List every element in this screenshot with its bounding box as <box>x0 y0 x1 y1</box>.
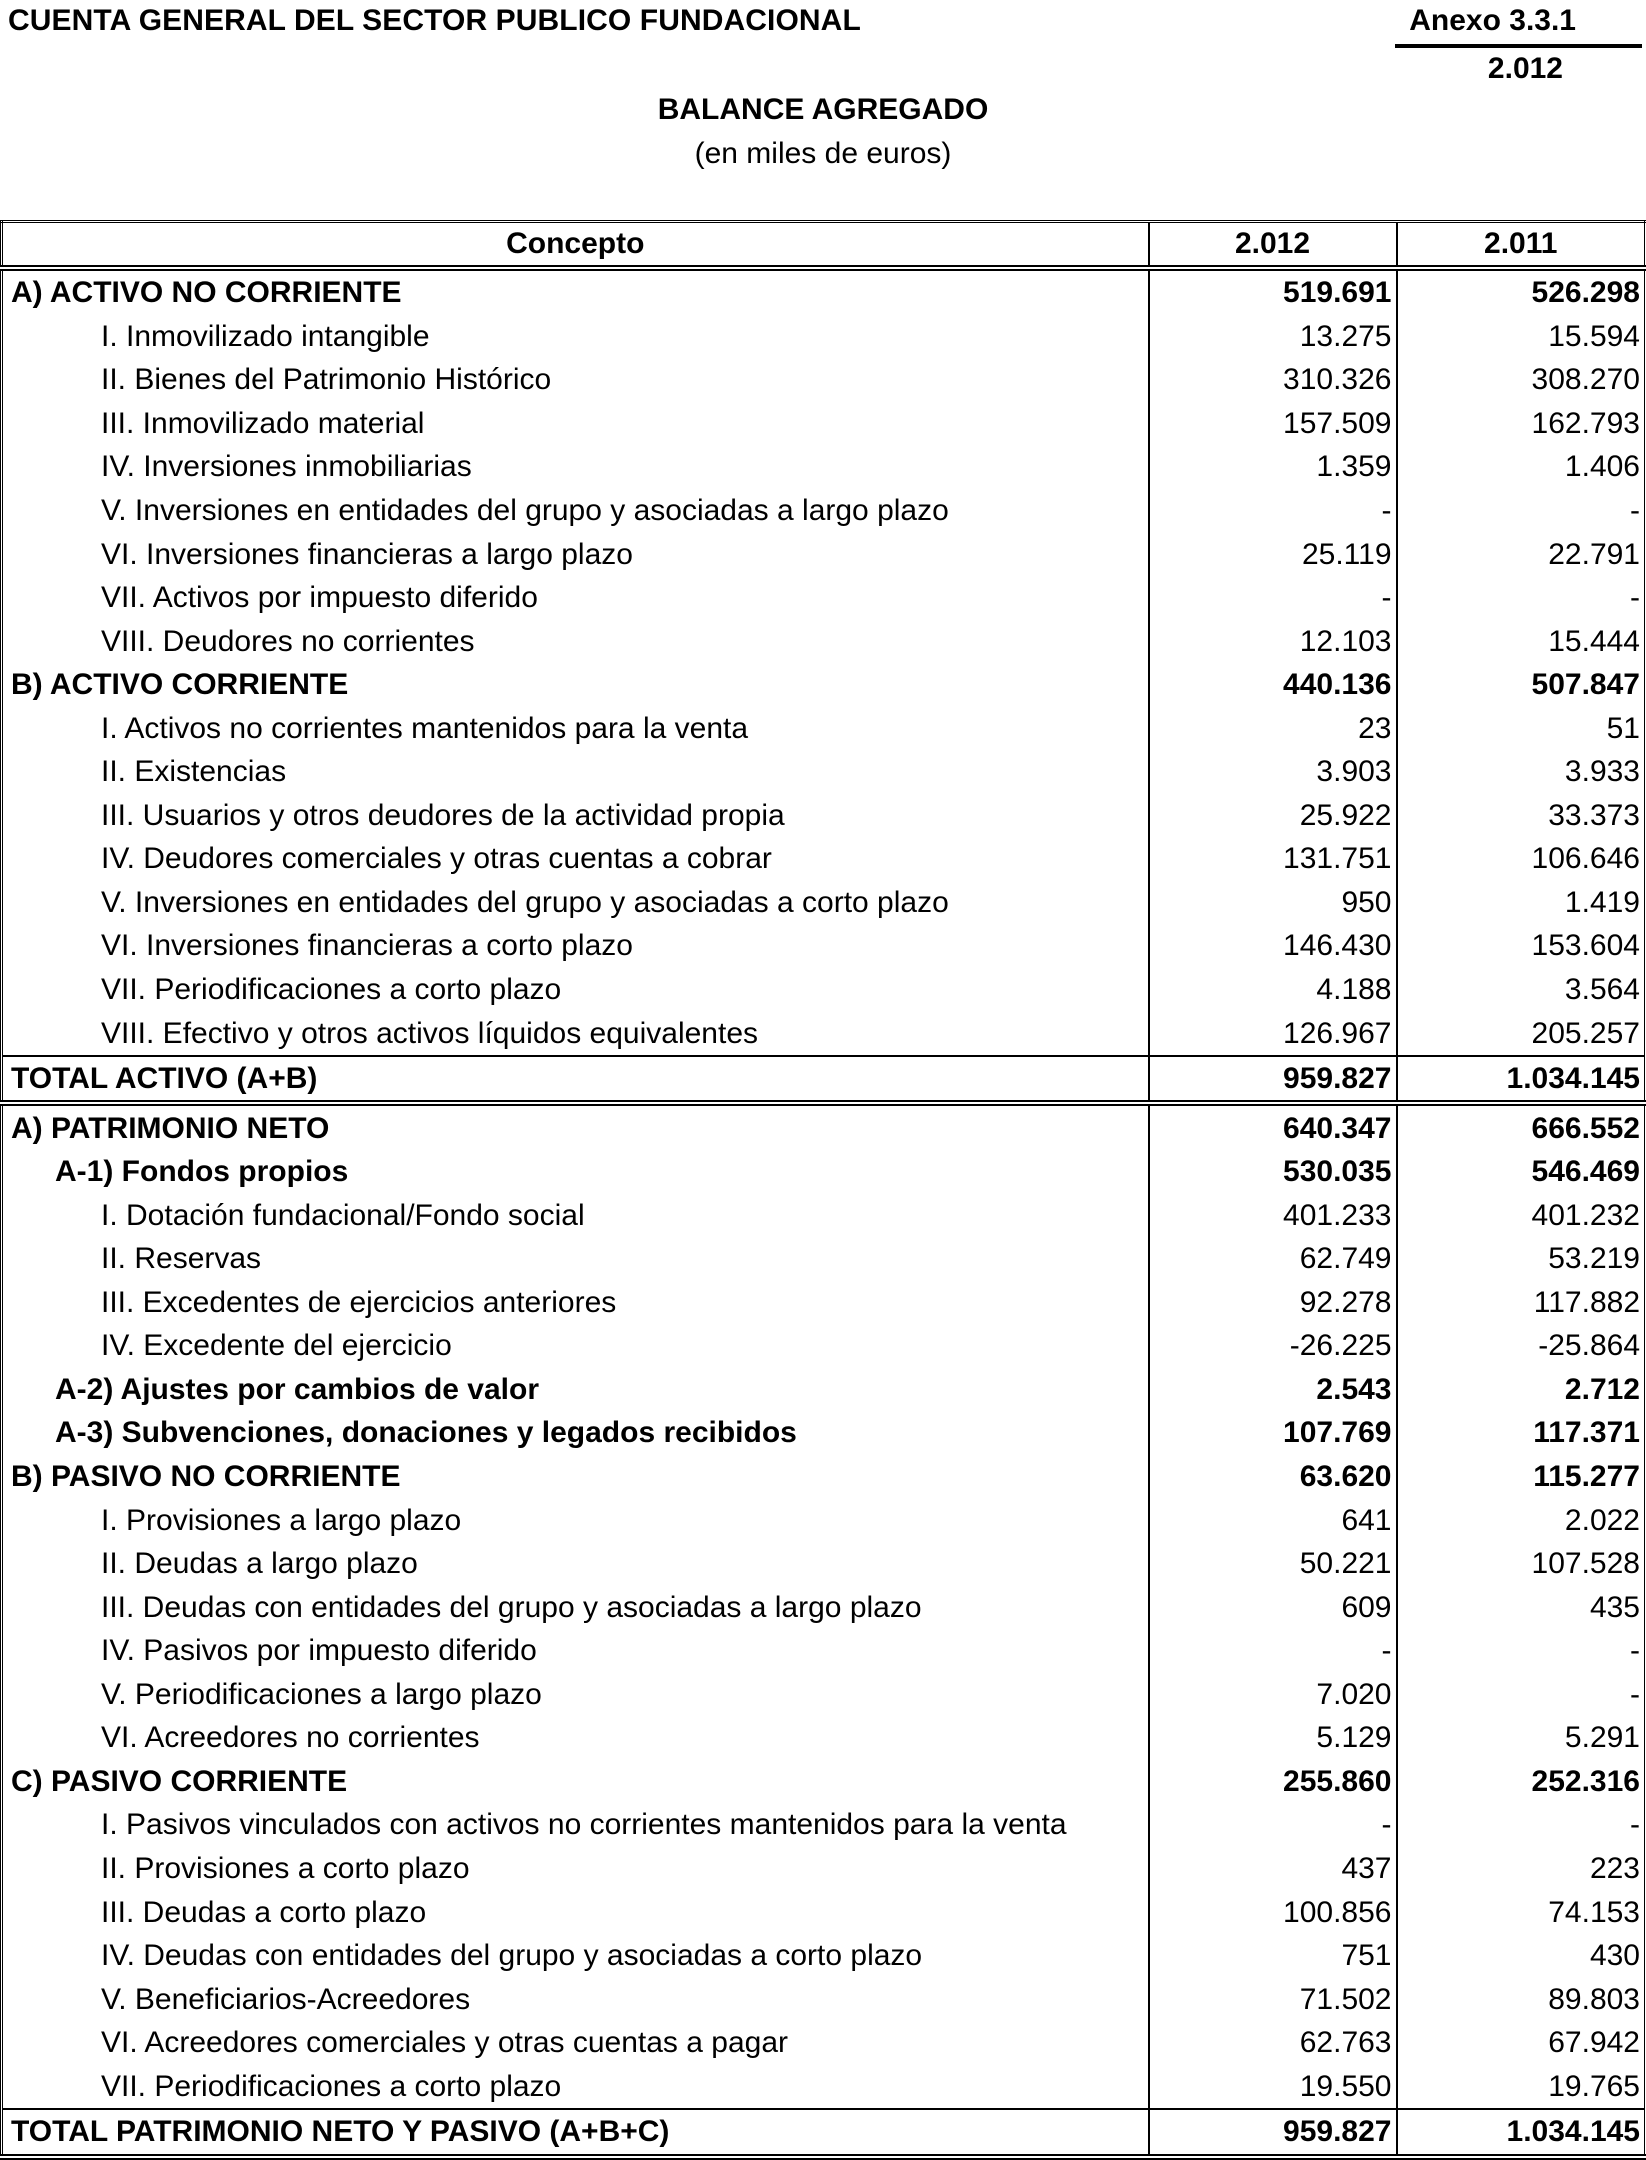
table-row <box>2 445 1646 489</box>
value-2012: 2.543 <box>1149 1368 1397 1412</box>
column-header-concepto: Concepto <box>2 222 1149 269</box>
value-2011: - <box>1397 1803 1646 1847</box>
row-label: A-2) Ajustes por cambios de valor <box>55 1372 540 1406</box>
value-2011: 3.933 <box>1397 750 1646 794</box>
value-2011: - <box>1397 1629 1646 1673</box>
row-label: III. Inmovilizado material <box>101 406 425 440</box>
row-label: I. Activos no corrientes mantenidos para la venta <box>101 711 749 745</box>
value-2012: 950 <box>1149 881 1397 925</box>
row-label: VIII. Deudores no corrientes <box>101 624 475 658</box>
row-label: A) PATRIMONIO NETO <box>11 1111 330 1145</box>
value-2012: 5.129 <box>1149 1716 1397 1760</box>
table-header-row <box>2 222 1646 269</box>
value-2011: 51 <box>1397 706 1646 750</box>
table-row <box>2 968 1646 1012</box>
row-label: B) PASIVO NO CORRIENTE <box>11 1460 401 1494</box>
document-subtitle: (en miles de euros) <box>694 137 952 170</box>
table-row <box>2 750 1646 794</box>
value-2012: 959.827 <box>1149 1056 1397 1104</box>
value-2011: 435 <box>1397 1585 1646 1629</box>
value-2012: - <box>1149 1629 1397 1673</box>
value-2012: 19.550 <box>1149 2064 1397 2109</box>
table-row <box>2 1673 1646 1717</box>
row-label: B) ACTIVO CORRIENTE <box>11 668 349 702</box>
value-2012: 50.221 <box>1149 1542 1397 1586</box>
row-label: III. Usuarios y otros deudores de la actividad propia <box>101 798 785 832</box>
row-label: VI. Inversiones financieras a largo plazo <box>101 537 633 571</box>
table-row <box>2 1281 1646 1325</box>
row-label: II. Bienes del Patrimonio Histórico <box>101 363 552 397</box>
value-2012: 25.119 <box>1149 532 1397 576</box>
table-row <box>2 1193 1646 1237</box>
row-label: VI. Acreedores comerciales y otras cuentas a pagar <box>101 2026 789 2060</box>
row-label: III. Deudas con entidades del grupo y asociadas a largo plazo <box>101 1590 922 1624</box>
table-row <box>2 576 1646 620</box>
table-row <box>2 1847 1646 1891</box>
table-row <box>2 1977 1646 2021</box>
value-2011: 308.270 <box>1397 358 1646 402</box>
table-row <box>2 1890 1646 1934</box>
row-label: A) ACTIVO NO CORRIENTE <box>11 276 402 310</box>
value-2011: 117.882 <box>1397 1281 1646 1325</box>
value-2011: 2.022 <box>1397 1498 1646 1542</box>
row-label: VII. Periodificaciones a corto plazo <box>101 2069 562 2103</box>
table-row <box>2 1150 1646 1194</box>
value-2011: 107.528 <box>1397 1542 1646 1586</box>
value-2011: - <box>1397 489 1646 533</box>
value-2011: 1.034.145 <box>1397 1056 1646 1104</box>
value-2011: 19.765 <box>1397 2064 1646 2109</box>
row-label: IV. Inversiones inmobiliarias <box>101 450 472 484</box>
value-2012: 310.326 <box>1149 358 1397 402</box>
table-row <box>2 794 1646 838</box>
value-2012: 401.233 <box>1149 1193 1397 1237</box>
value-2012: 131.751 <box>1149 837 1397 881</box>
value-2011: 15.594 <box>1397 315 1646 359</box>
table-row <box>2 532 1646 576</box>
row-label: VI. Acreedores no corrientes <box>101 1721 480 1755</box>
table-row <box>2 489 1646 533</box>
value-2012: 146.430 <box>1149 924 1397 968</box>
table-row <box>2 1011 1646 1056</box>
table-row <box>2 1542 1646 1586</box>
table-row <box>2 2064 1646 2109</box>
value-2011: -25.864 <box>1397 1324 1646 1368</box>
value-2012: 13.275 <box>1149 315 1397 359</box>
table-row <box>2 358 1646 402</box>
table-row <box>2 268 1646 315</box>
value-2012: 92.278 <box>1149 1281 1397 1325</box>
row-label: V. Inversiones en entidades del grupo y asociadas a largo plazo <box>101 494 949 527</box>
table-row <box>2 837 1646 881</box>
value-2011: 117.371 <box>1397 1411 1646 1455</box>
value-2011: 89.803 <box>1397 1977 1646 2021</box>
value-2012: 7.020 <box>1149 1673 1397 1717</box>
value-2011: 162.793 <box>1397 402 1646 446</box>
value-2012: 641 <box>1149 1498 1397 1542</box>
value-2012: 751 <box>1149 1934 1397 1978</box>
row-label: II. Provisiones a corto plazo <box>101 1851 470 1885</box>
value-2011: 401.232 <box>1397 1193 1646 1237</box>
value-2012: 3.903 <box>1149 750 1397 794</box>
value-2012: - <box>1149 489 1397 533</box>
total-row <box>2 1056 1646 1104</box>
value-2011: 74.153 <box>1397 1890 1646 1934</box>
value-2011: 115.277 <box>1397 1455 1646 1499</box>
row-label: A-1) Fondos propios <box>55 1155 349 1189</box>
balance-table <box>0 220 1646 2160</box>
value-2012: 530.035 <box>1149 1150 1397 1194</box>
table-row <box>2 1498 1646 1542</box>
table-row <box>2 619 1646 663</box>
value-2012: 437 <box>1149 1847 1397 1891</box>
value-2011: 223 <box>1397 1847 1646 1891</box>
row-label: II. Existencias <box>101 755 287 789</box>
row-label: TOTAL PATRIMONIO NETO Y PASIVO (A+B+C) <box>2 2109 1149 2157</box>
table-row <box>2 924 1646 968</box>
value-2012: -26.225 <box>1149 1324 1397 1368</box>
table-row <box>2 1455 1646 1499</box>
table-body <box>2 268 1646 2157</box>
value-2012: 440.136 <box>1149 663 1397 707</box>
value-2012: 255.860 <box>1149 1760 1397 1804</box>
value-2011: 153.604 <box>1397 924 1646 968</box>
row-label: I. Provisiones a largo plazo <box>101 1503 462 1537</box>
value-2011: 15.444 <box>1397 619 1646 663</box>
value-2011: - <box>1397 576 1646 620</box>
row-label: V. Periodificaciones a largo plazo <box>101 1677 542 1711</box>
value-2011: 666.552 <box>1397 1103 1646 1150</box>
row-label: I. Dotación fundacional/Fondo social <box>101 1198 585 1232</box>
row-label: III. Excedentes de ejercicios anteriores <box>101 1285 617 1319</box>
value-2012: 62.763 <box>1149 2021 1397 2065</box>
value-2012: - <box>1149 576 1397 620</box>
value-2012: 959.827 <box>1149 2109 1397 2157</box>
value-2011: 1.406 <box>1397 445 1646 489</box>
value-2011: 5.291 <box>1397 1716 1646 1760</box>
table-row <box>2 1760 1646 1804</box>
table-row <box>2 1368 1646 1412</box>
row-label: II. Deudas a largo plazo <box>101 1547 418 1581</box>
row-label: VII. Activos por impuesto diferido <box>101 581 538 615</box>
value-2011: 3.564 <box>1397 968 1646 1012</box>
annex-label: Anexo 3.3.1 <box>1409 4 1576 37</box>
value-2012: - <box>1149 1803 1397 1847</box>
table-row <box>2 1324 1646 1368</box>
row-label: I. Pasivos vinculados con activos no corrientes mantenidos para la venta <box>101 1808 1067 1842</box>
column-header-2012: 2.012 <box>1149 222 1397 269</box>
value-2012: 23 <box>1149 706 1397 750</box>
total-row <box>2 2109 1646 2157</box>
row-label: C) PASIVO CORRIENTE <box>11 1764 348 1798</box>
value-2011: 53.219 <box>1397 1237 1646 1281</box>
value-2012: 25.922 <box>1149 794 1397 838</box>
row-label: II. Reservas <box>101 1242 262 1276</box>
value-2012: 63.620 <box>1149 1455 1397 1499</box>
value-2012: 157.509 <box>1149 402 1397 446</box>
value-2012: 100.856 <box>1149 1890 1397 1934</box>
value-2012: 609 <box>1149 1585 1397 1629</box>
value-2011: 1.419 <box>1397 881 1646 925</box>
column-header-2011: 2.011 <box>1397 222 1646 269</box>
table-row <box>2 1585 1646 1629</box>
table-row <box>2 402 1646 446</box>
header-rule <box>1395 44 1642 48</box>
value-2012: 519.691 <box>1149 268 1397 315</box>
value-2012: 126.967 <box>1149 1011 1397 1056</box>
value-2011: 205.257 <box>1397 1011 1646 1056</box>
row-label: VI. Inversiones financieras a corto plazo <box>101 929 633 963</box>
value-2012: 71.502 <box>1149 1977 1397 2021</box>
table-row <box>2 881 1646 925</box>
value-2011: 507.847 <box>1397 663 1646 707</box>
value-2011: 33.373 <box>1397 794 1646 838</box>
value-2011: 106.646 <box>1397 837 1646 881</box>
value-2011: 2.712 <box>1397 1368 1646 1412</box>
value-2012: 12.103 <box>1149 619 1397 663</box>
table-row <box>2 1803 1646 1847</box>
value-2011: 430 <box>1397 1934 1646 1978</box>
value-2012: 107.769 <box>1149 1411 1397 1455</box>
row-label: TOTAL ACTIVO (A+B) <box>2 1056 1149 1104</box>
organization-title: CUENTA GENERAL DEL SECTOR PUBLICO FUNDACIONAL <box>8 4 861 37</box>
row-label: VIII. Efectivo y otros activos líquidos equivalentes <box>101 1016 758 1050</box>
value-2012: 4.188 <box>1149 968 1397 1012</box>
value-2011: 252.316 <box>1397 1760 1646 1804</box>
document-title: BALANCE AGREGADO <box>657 93 989 126</box>
value-2011: - <box>1397 1673 1646 1717</box>
table-row <box>2 2021 1646 2065</box>
table-row <box>2 1629 1646 1673</box>
row-label: III. Deudas a corto plazo <box>101 1895 427 1929</box>
table-row <box>2 1411 1646 1455</box>
value-2011: 1.034.145 <box>1397 2109 1646 2157</box>
value-2011: 67.942 <box>1397 2021 1646 2065</box>
row-label: V. Beneficiarios-Acreedores <box>101 1982 471 2016</box>
table-row <box>2 315 1646 359</box>
table-row <box>2 1237 1646 1281</box>
value-2011: 546.469 <box>1397 1150 1646 1194</box>
table-row <box>2 663 1646 707</box>
table-row <box>2 1103 1646 1150</box>
row-label: A-3) Subvenciones, donaciones y legados recibidos <box>55 1416 797 1450</box>
row-label: IV. Deudores comerciales y otras cuentas a cobrar <box>101 842 772 876</box>
row-label: V. Inversiones en entidades del grupo y asociadas a corto plazo <box>101 885 949 919</box>
value-2012: 1.359 <box>1149 445 1397 489</box>
row-label: I. Inmovilizado intangible <box>101 319 430 353</box>
value-2011: 22.791 <box>1397 532 1646 576</box>
value-2012: 640.347 <box>1149 1103 1397 1150</box>
table-row <box>2 1716 1646 1760</box>
row-label: IV. Excedente del ejercicio <box>101 1329 452 1363</box>
row-label: IV. Pasivos por impuesto diferido <box>101 1634 537 1668</box>
value-2011: 526.298 <box>1397 268 1646 315</box>
row-label: VII. Periodificaciones a corto plazo <box>101 973 562 1007</box>
table-row <box>2 706 1646 750</box>
header-year: 2.012 <box>1487 52 1563 85</box>
row-label: IV. Deudas con entidades del grupo y asociadas a corto plazo <box>101 1939 923 1973</box>
value-2012: 62.749 <box>1149 1237 1397 1281</box>
table-row <box>2 1934 1646 1978</box>
